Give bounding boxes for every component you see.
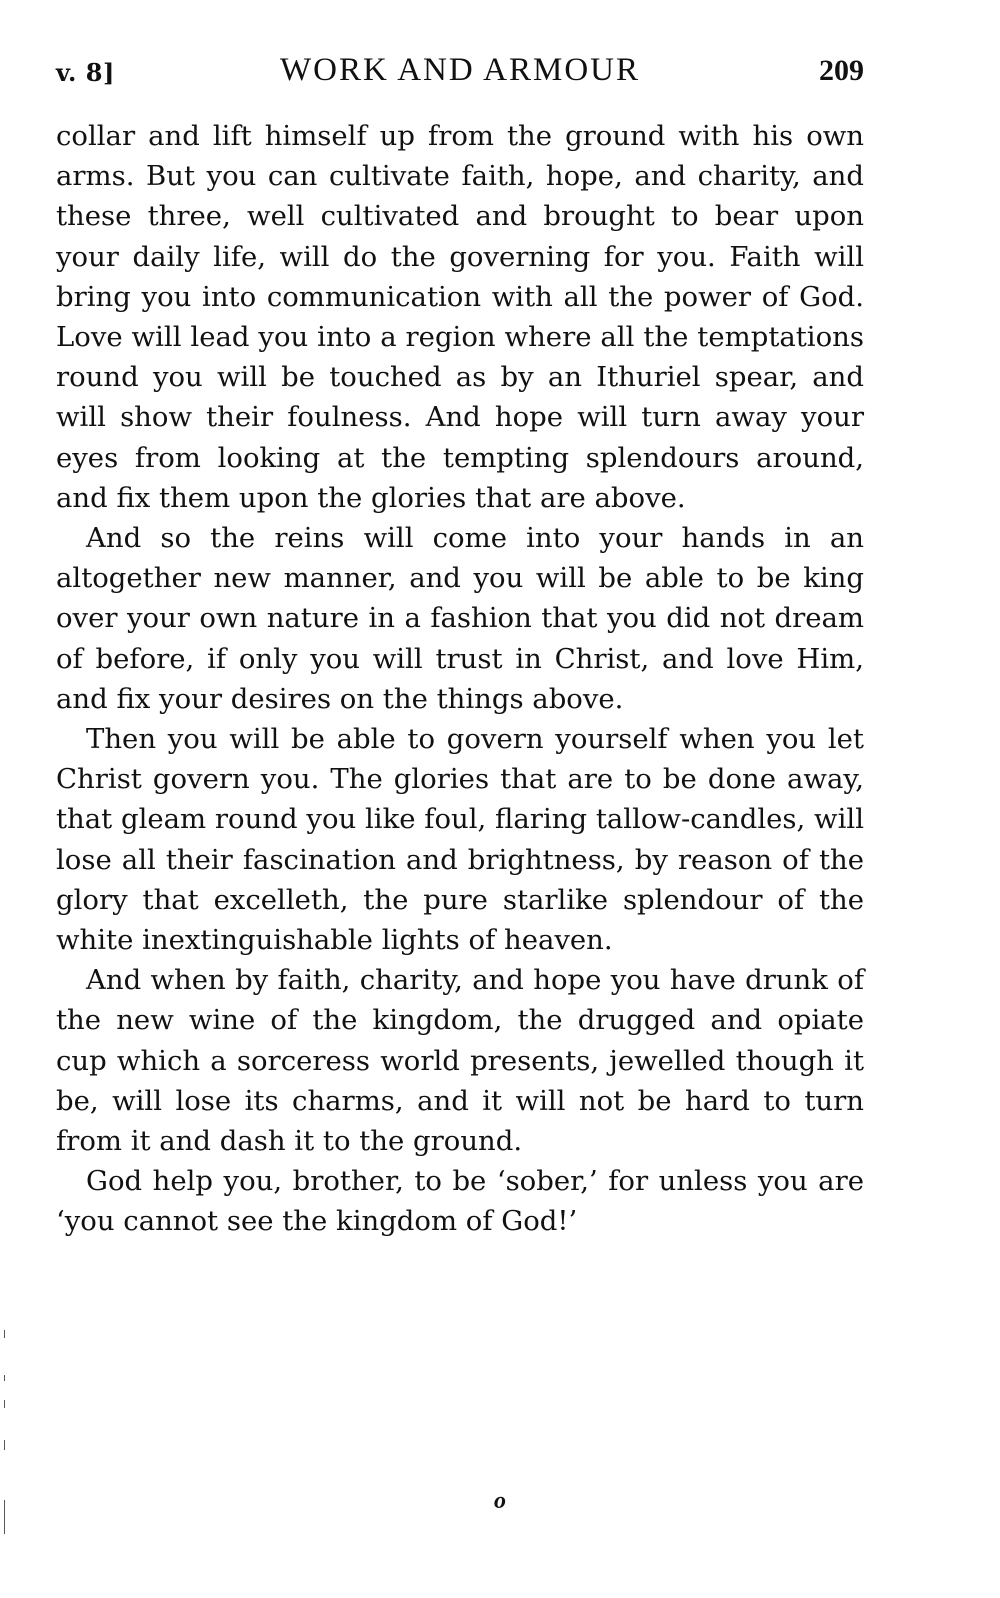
scan-edge-mark — [4, 1330, 5, 1338]
paragraph: And when by faith, charity, and hope you have drunk of the new wine of the kingdom, the drugged and opiate cup which a sorceress world presents, jewelled though it be, will lose its charms, and it will not be hard to turn from it and dash it to the ground. — [56, 964, 864, 1158]
running-title: WORK AND ARMOUR — [279, 52, 641, 88]
scan-edge-mark — [4, 1500, 5, 1534]
page-number: 209 — [819, 54, 864, 87]
scan-edge-mark — [4, 1400, 5, 1408]
running-head — [56, 52, 864, 96]
paragraph-closing: God help you, brother, to be ‘sober,’ for unless you are ‘you cannot see the kingdom of God!’ — [56, 1165, 864, 1238]
paragraph-continued: collar and lift himself up from the ground with his own arms. But you can cultivate faith, hope, and charity, and these three, well cultivated and brought to bear upon your daily life, will do the governing for you. Faith will bring you into communication with all the power of God. Love will lead you into a region where all the temptations round you will be touched as by an Ithuriel spear, and will show their foulness. And hope will turn away your eyes from looking at the tempting splendours around, and fix them upon the glories that are above. — [56, 120, 864, 514]
printer-signature-mark: o — [494, 1488, 506, 1514]
body-text — [56, 116, 864, 1242]
scan-edge-mark — [4, 1375, 5, 1381]
scan-edge-mark — [4, 1440, 5, 1450]
paragraph: Then you will be able to govern yourself when you let Christ govern you. The glories that are to be done away, that gleam round you like foul, flaring tallow-candles, will lose all their fascination and brightness, by reason of the glory that excelleth, the pure starlike splendour of the white inextinguishable lights of heaven. — [56, 723, 864, 957]
verse-reference: v. 8] — [56, 58, 115, 87]
paragraph: And so the reins will come into your hands in an altogether new manner, and you will be able to be king over your own nature in a fashion that you did not dream of before, if only you will trust in Christ, and love Him, and fix your desires on the things above. — [56, 522, 864, 715]
